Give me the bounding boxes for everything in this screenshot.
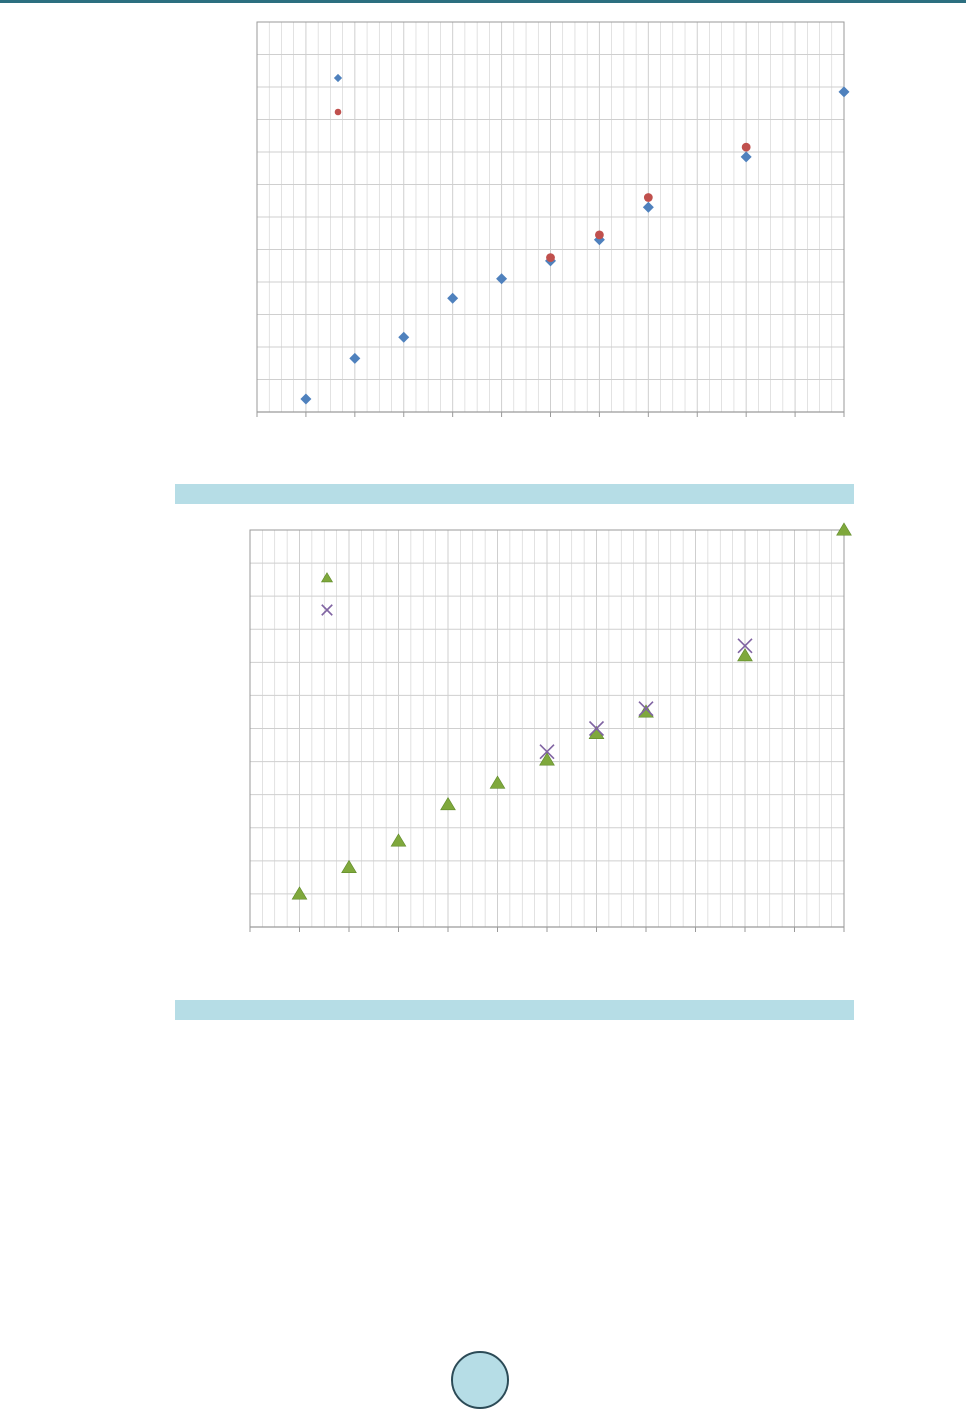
data-point	[391, 834, 406, 846]
data-point	[292, 887, 307, 899]
data-point	[490, 776, 505, 788]
legend-marker	[322, 605, 333, 616]
data-point	[540, 753, 555, 765]
legend-marker	[321, 573, 332, 582]
page-number-badge	[451, 1351, 509, 1409]
data-point	[837, 523, 852, 535]
data-point	[441, 798, 456, 810]
grid-lines	[250, 530, 844, 927]
figure-caption-bar-2	[175, 1000, 854, 1020]
data-point	[639, 705, 654, 717]
data-point	[342, 860, 357, 872]
